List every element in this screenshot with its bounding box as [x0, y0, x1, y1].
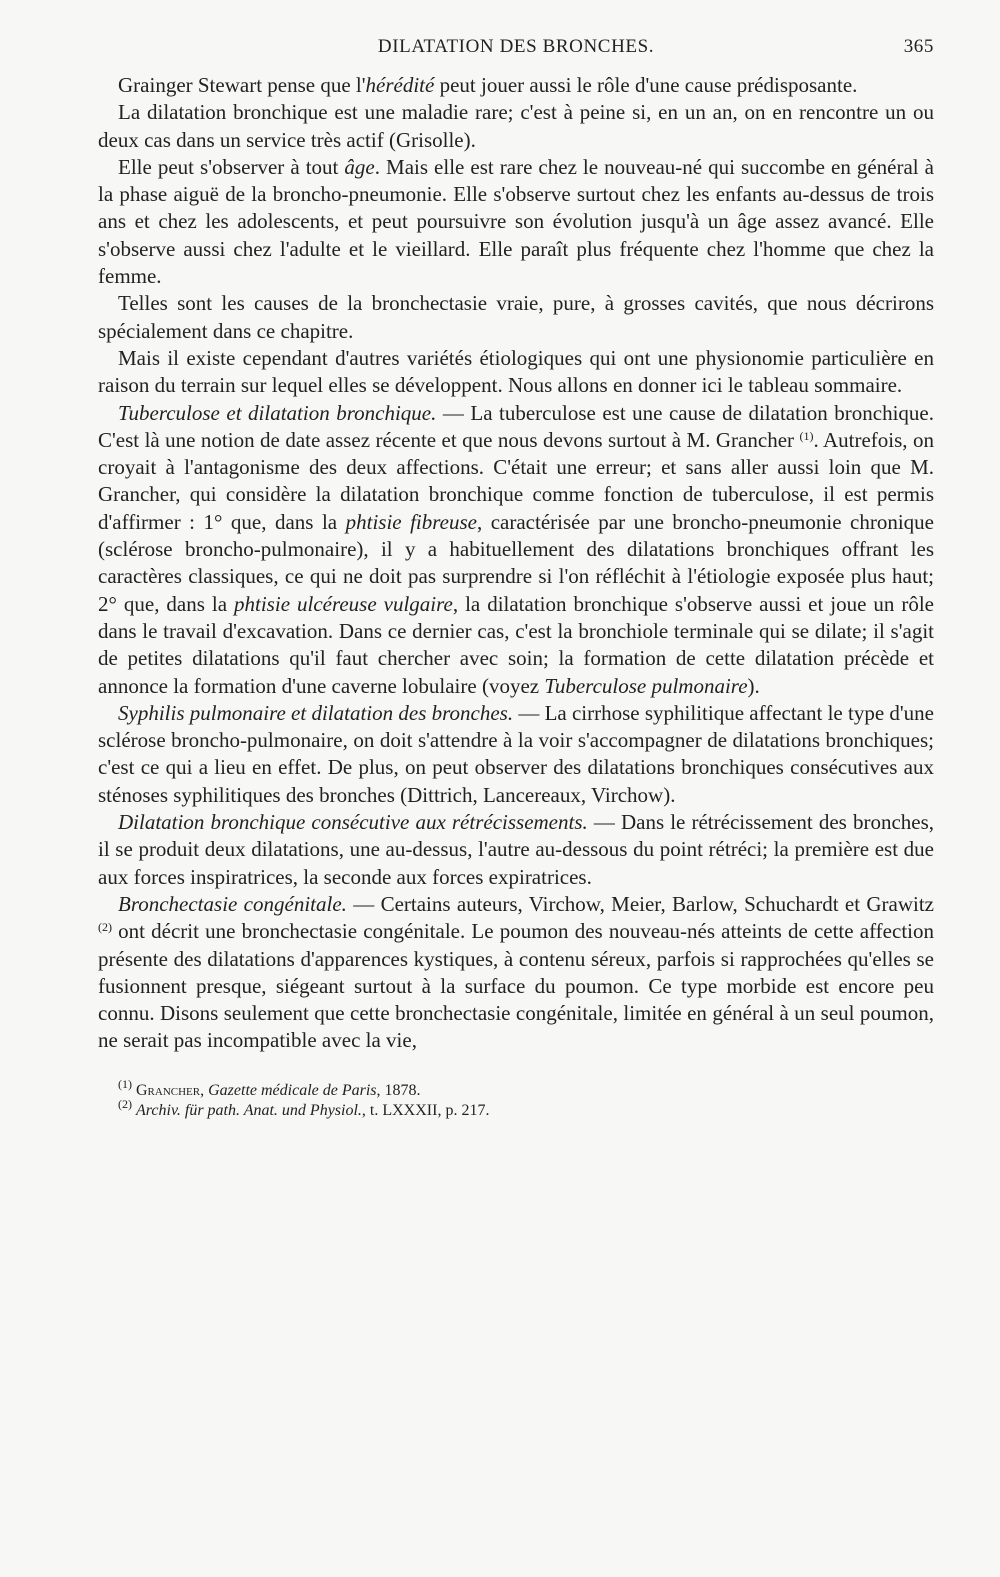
text-run: ). — [747, 673, 760, 698]
footnote-author: Grancher — [136, 1081, 201, 1099]
running-head — [98, 34, 934, 72]
text-run: , la dilatation bronchique s'observe aussi et joue un rôle dans le travail d'excavation. Dans ce dernier cas, c'est la bronchiole terminale qui se dilate; il s'agit de petites dilatations qu'il faut chercher avec soin; la formation de cette dilatation précède et annonce la formation d'une caverne lobulaire (voyez — [98, 591, 934, 698]
paragraph-stricture — [98, 809, 934, 891]
italic-term: Tuberculose pulmonaire — [544, 673, 748, 698]
paragraph-rarity: La dilatation bronchique est une maladie rare; c'est à peine si, en un an, on en rencontre un ou deux cas dans un service très actif (Grisolle). — [98, 100, 934, 152]
footnote-ref: (1) — [799, 428, 814, 443]
italic-term: phtisie ulcéreuse vulgaire — [234, 591, 453, 616]
section-heading: Bronchectasie congénitale. — [118, 891, 347, 916]
text-run: — Certains auteurs, Virchow, Meier, Barlow, Schuchardt et Grawitz — [346, 891, 935, 916]
text-run: , 1878. — [376, 1081, 421, 1099]
paragraph-age — [98, 154, 934, 290]
page-number: 365 — [903, 36, 934, 57]
text-run: ont décrit une bronchectasie congénitale. Le poumon des nouveau-nés atteints de cette affection présente des dilatations d'apparences kystiques, à contenu séreux, parfois si rapprochées qu'elles se fusionnent presque, siégeant surtout à la surface du poumon. Ce type morbide est encore peu connu. Disons seulement que cette bronchectasie congénitale, limitée en général à un seul poumon, ne serait pas incompatible avec la vie, — [98, 919, 934, 1053]
footnotes — [98, 1076, 934, 1121]
footnote-ref: (2) — [98, 920, 112, 935]
footnote-source: Gazette médicale de Paris — [208, 1081, 377, 1099]
paragraph-syphilis — [98, 700, 934, 809]
italic-term: phtisie fibreuse — [345, 509, 477, 534]
footnote-source: Archiv. für path. Anat. und Physiol. — [136, 1101, 362, 1119]
paragraph-causes: Telles sont les causes de la bronchectasie vraie, pure, à grosses cavités, que nous décrirons spécialement dans ce chapitre. — [98, 291, 934, 343]
italic-term: âge — [344, 154, 375, 179]
text-run: peut jouer aussi le rôle d'une cause prédisposante. — [434, 73, 858, 97]
text-run: — Dans le rétrécissement des bronches, il se produit deux dilatations, une au-dessus, l'autre au-dessous du point rétréci; la première est due aux forces inspiratrices, la seconde aux forces expiratrices. — [98, 810, 935, 889]
footnote-mark: (2) — [118, 1096, 132, 1111]
section-heading: Dilatation bronchique consécutive aux rétrécissements. — [118, 810, 588, 835]
text-run: , — [200, 1081, 209, 1099]
paragraph-heredity — [98, 72, 934, 99]
text-run: . Mais elle est rare chez le nouveau-né qui succombe en général à la phase aiguë de la broncho-pneumonie. Elle s'observe surtout chez les enfants au-dessus de trois ans et chez les adolescents, et peut poursuivre son évolution jusqu'à un âge assez avancé. Elle s'observe aussi chez l'adulte et le vieillard. Elle paraît plus fréquente chez l'homme que chez la femme. — [98, 154, 935, 289]
text-run: — La cirrhose syphilitique affectant le type d'une sclérose broncho-pulmonaire, on doit s'attendre à la voir s'accompagner de dilatations bronchiques; c'est ce qui a lieu en effet. De plus, on peut observer des dilatations bronchiques consécutives aux sténoses syphilitiques des bronches (Dittrich, Lancereaux, Virchow). — [98, 700, 935, 807]
text-run: — La tuberculose est une cause de dilatation bronchique. C'est là une notion de date assez récente et que nous devons surtout à M. Grancher — [98, 400, 934, 452]
footnote-2 — [118, 1096, 934, 1121]
paragraph-varieties: Mais il existe cependant d'autres variétés étiologiques qui ont une physionomie particulière en raison du terrain sur lequel elles se développent. Nous allons en donner ici le tableau sommaire. — [98, 345, 934, 398]
paragraph-congenital — [98, 891, 934, 1055]
italic-term: hérédité — [365, 73, 435, 97]
text-run: Elle peut s'observer à tout — [118, 154, 345, 179]
footnote-mark: (1) — [118, 1076, 132, 1091]
section-heading: Syphilis pulmonaire et dilatation des bronches. — [118, 700, 514, 725]
running-title: DILATATION DES BRONCHES. — [377, 36, 655, 57]
text-run: , t. LXXXII, p. 217. — [361, 1101, 490, 1119]
text-run: , caractérisée par une broncho-pneumonie chronique (sclérose broncho-pulmonaire), il y a habituellement des dilatations bronchiques offrant les caractères classiques, ce qui ne doit pas surprendre si l'on réfléchit à l'étiologie exposée plus haut; 2° que, dans la — [98, 509, 935, 616]
text-run: . Autrefois, on croyait à l'antagonisme des deux affections. C'était une erreur; et sans aller aussi loin que M. Grancher, qui considère la dilatation bronchique comme fonction de tuberculose, il est permis d'affirmer : 1° que, dans la — [98, 427, 935, 534]
footnote-1 — [118, 1076, 934, 1101]
section-heading: Tuberculose et dilatation bronchique. — [118, 400, 437, 425]
body-text — [98, 72, 934, 1055]
text-run: Grainger Stewart pense que l' — [118, 73, 366, 97]
paragraph-tuberculosis — [98, 400, 934, 700]
